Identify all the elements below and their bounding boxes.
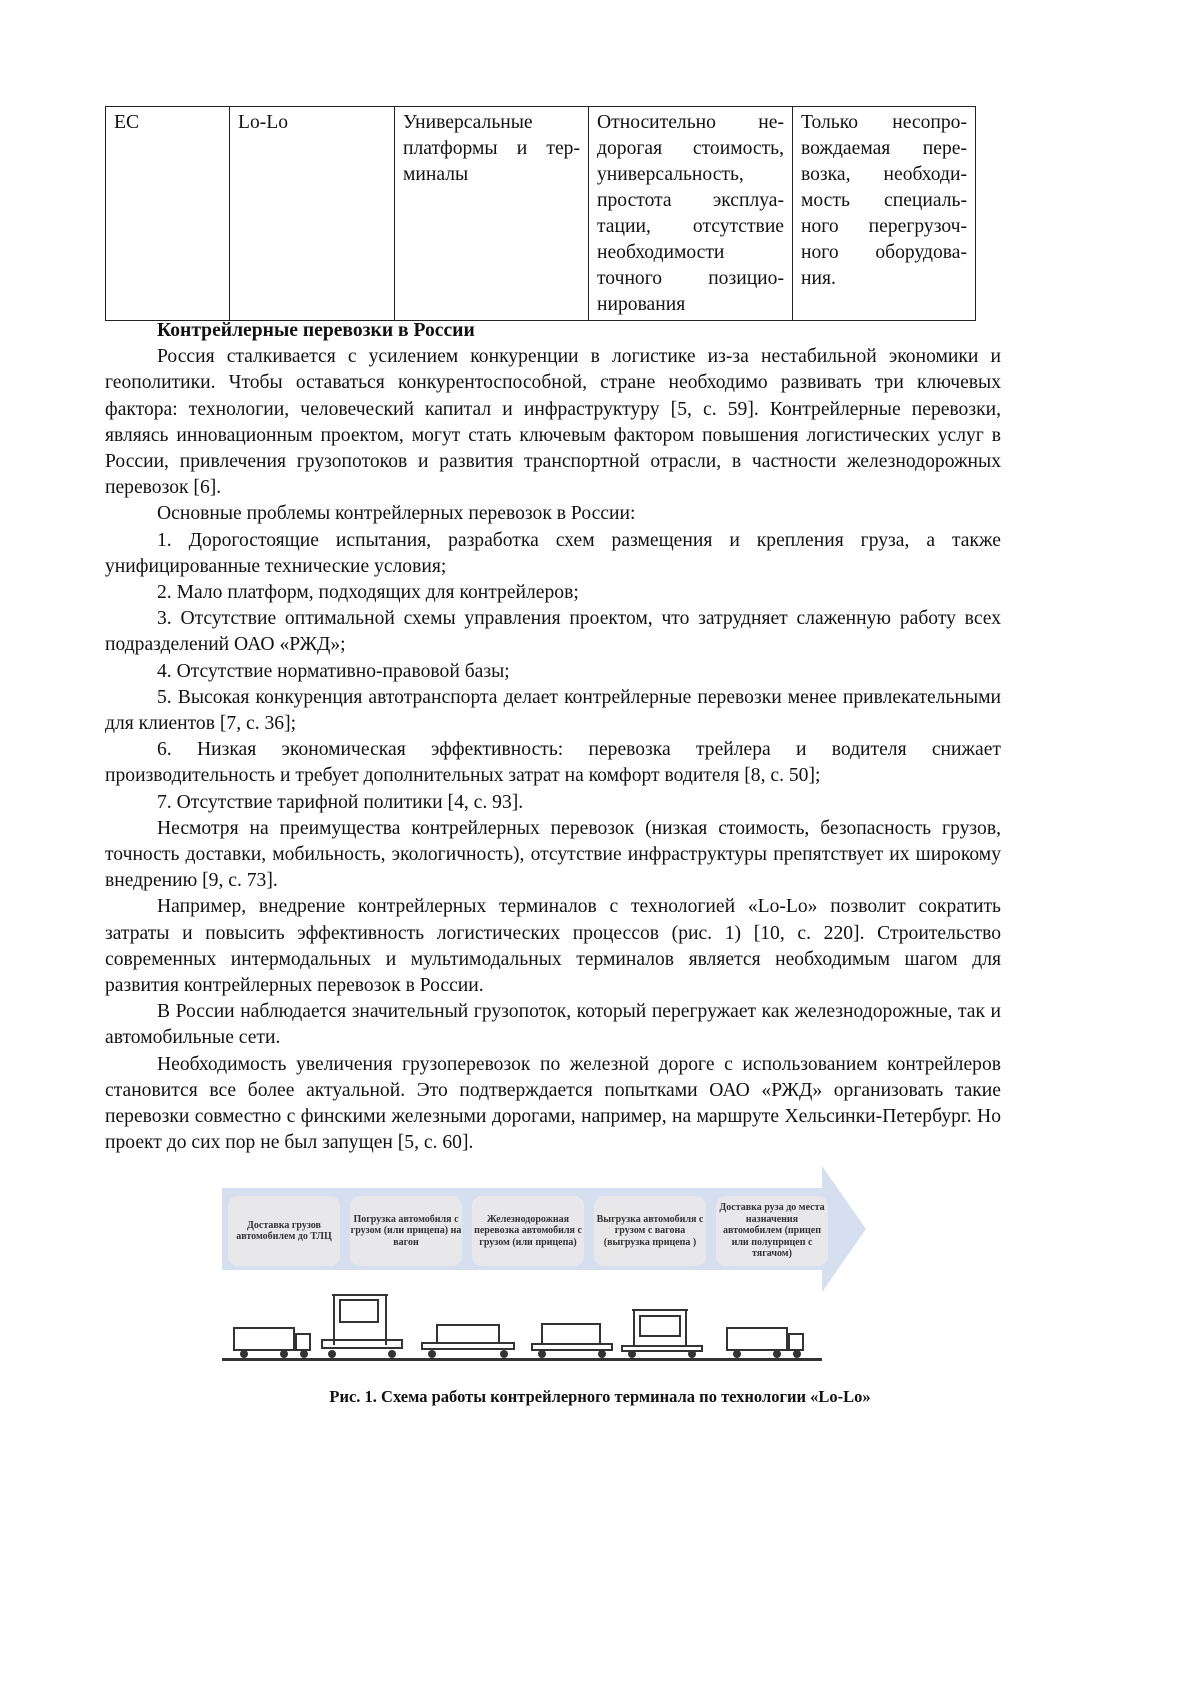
- paragraph: 1. Дорогостоящие испытания, разработка схем размещения и крепления груза, а также унифицированные технические условия;: [105, 528, 1001, 580]
- paragraph: 7. Отсутствие тарифной политики [4, с. 93].: [105, 790, 1001, 816]
- document-page: [0, 0, 1200, 1697]
- cell-line: точного позицио-: [597, 266, 784, 292]
- table-cell: [230, 107, 395, 321]
- paragraph: 5. Высокая конкуренция автотранспорта делает контрейлерные перевозки менее привлекательными для клиентов [7, с. 36];: [105, 685, 1001, 737]
- cell-line: миналы: [403, 162, 580, 188]
- table-cell: [395, 107, 589, 321]
- paragraph: В России наблюдается значительный грузопоток, который перегружает как железнодорожные, так и автомобильные сети.: [105, 999, 1001, 1051]
- cell-line: вождаемая пере-: [801, 136, 967, 162]
- cell-line: ния.: [801, 266, 967, 292]
- table-cell: [106, 107, 230, 321]
- cell-line: простота эксплуа-: [597, 188, 784, 214]
- cell-line: платформы и тер-: [403, 136, 580, 162]
- table-cell: [793, 107, 976, 321]
- trains-illustration: [222, 1290, 832, 1375]
- cell-line: нирования: [597, 292, 784, 318]
- table-cell: [589, 107, 793, 321]
- cell-line: Lo-Lo: [238, 110, 386, 136]
- paragraph: Несмотря на преимущества контрейлерных перевозок (низкая стоимость, безопасность грузов, точность доставки, мобильность, экологичность), отсутствие инфраструктуры препятствует их широкому внедрению [9, с. 73].: [105, 816, 1001, 895]
- cell-line: возка, необходи-: [801, 162, 967, 188]
- paragraph: 2. Мало платформ, подходящих для контрейлеров;: [105, 580, 1001, 606]
- cell-line: Только несопро-: [801, 110, 967, 136]
- process-step-box: Доставка грузов автомобилем до ТЛЦ: [228, 1196, 340, 1266]
- paragraph: 4. Отсутствие нормативно-правовой базы;: [105, 659, 1001, 685]
- paragraph: 6. Низкая экономическая эффективность: перевозка трейлера и водителя снижает производительность и требует дополнительных затрат на комфорт водителя [8, с. 50];: [105, 737, 1001, 789]
- section-heading: Контрейлерные перевозки в России: [105, 318, 1001, 344]
- cell-line: Относительно не-: [597, 110, 784, 136]
- figure-caption: Рис. 1. Схема работы контрейлерного терминала по технологии «Lo-Lo»: [0, 1387, 1200, 1407]
- process-step-box: Выгрузка автомобиля с грузом с вагона (выгрузка прицепа ): [594, 1196, 706, 1266]
- process-arrow-head: [822, 1166, 866, 1292]
- paragraph: 3. Отсутствие оптимальной схемы управления проектом, что затрудняет слаженную работу всех подразделений ОАО «РЖД»;: [105, 606, 1001, 658]
- cell-line: универсальность,: [597, 162, 784, 188]
- paragraph: Основные проблемы контрейлерных перевозок в России:: [105, 501, 1001, 527]
- process-step-box: Погрузка автомобиля с грузом (или прицепа) на вагон: [350, 1196, 462, 1266]
- cell-line: мость специаль-: [801, 188, 967, 214]
- article-body: [105, 318, 1001, 1157]
- cell-line: ного перегрузоч-: [801, 214, 967, 240]
- cell-line: тации, отсутствие: [597, 214, 784, 240]
- cell-line: ного оборудова-: [801, 240, 967, 266]
- paragraph: Необходимость увеличения грузоперевозок по железной дороге с использованием контрейлеров становится все более актуальной. Это подтверждается попытками ОАО «РЖД» организовать такие перевозки совместно с финскими железными дорогами, например, на маршруте Хельсинки-Петербург. Но проект до сих пор не был запущен [5, с. 60].: [105, 1052, 1001, 1157]
- cell-line: Универсальные: [403, 110, 580, 136]
- paragraph: Например, внедрение контрейлерных терминалов с технологией «Lo-Lo» позволит сократить затраты и повысить эффективность логистических процессов (рис. 1) [10, с. 220]. Строительство современных интермодальных и мультимодальных терминалов является необходимым шагом для развития контрейлерных перевозок в России.: [105, 894, 1001, 999]
- comparison-table-fragment: [105, 106, 976, 321]
- cell-line: ЕС: [114, 110, 221, 136]
- process-step-box: Железнодорожная перевозка автомобиля с грузом (или прицепа): [472, 1196, 584, 1266]
- process-step-box: Доставка руза до места назначения автомобилем (прицеп или полуприцеп с тягачом): [716, 1196, 828, 1266]
- figure-lo-lo-scheme: [222, 1160, 872, 1380]
- table-row: [106, 107, 976, 321]
- paragraph: Россия сталкивается с усилением конкуренции в логистике из-за нестабильной экономики и геополитики. Чтобы оставаться конкурентоспособной, стране необходимо развивать три ключевых фактора: технологии, человеческий капитал и инфраструктуру [5, с. 59]. Контрейлерные перевозки, являясь инновационным проектом, могут стать ключевым фактором повышения логистических услуг в России, привлечения грузопотоков и развития транспортной отрасли, в частности железнодорожных перевозок [6].: [105, 344, 1001, 501]
- cell-line: дорогая стоимость,: [597, 136, 784, 162]
- cell-line: необходимости: [597, 240, 784, 266]
